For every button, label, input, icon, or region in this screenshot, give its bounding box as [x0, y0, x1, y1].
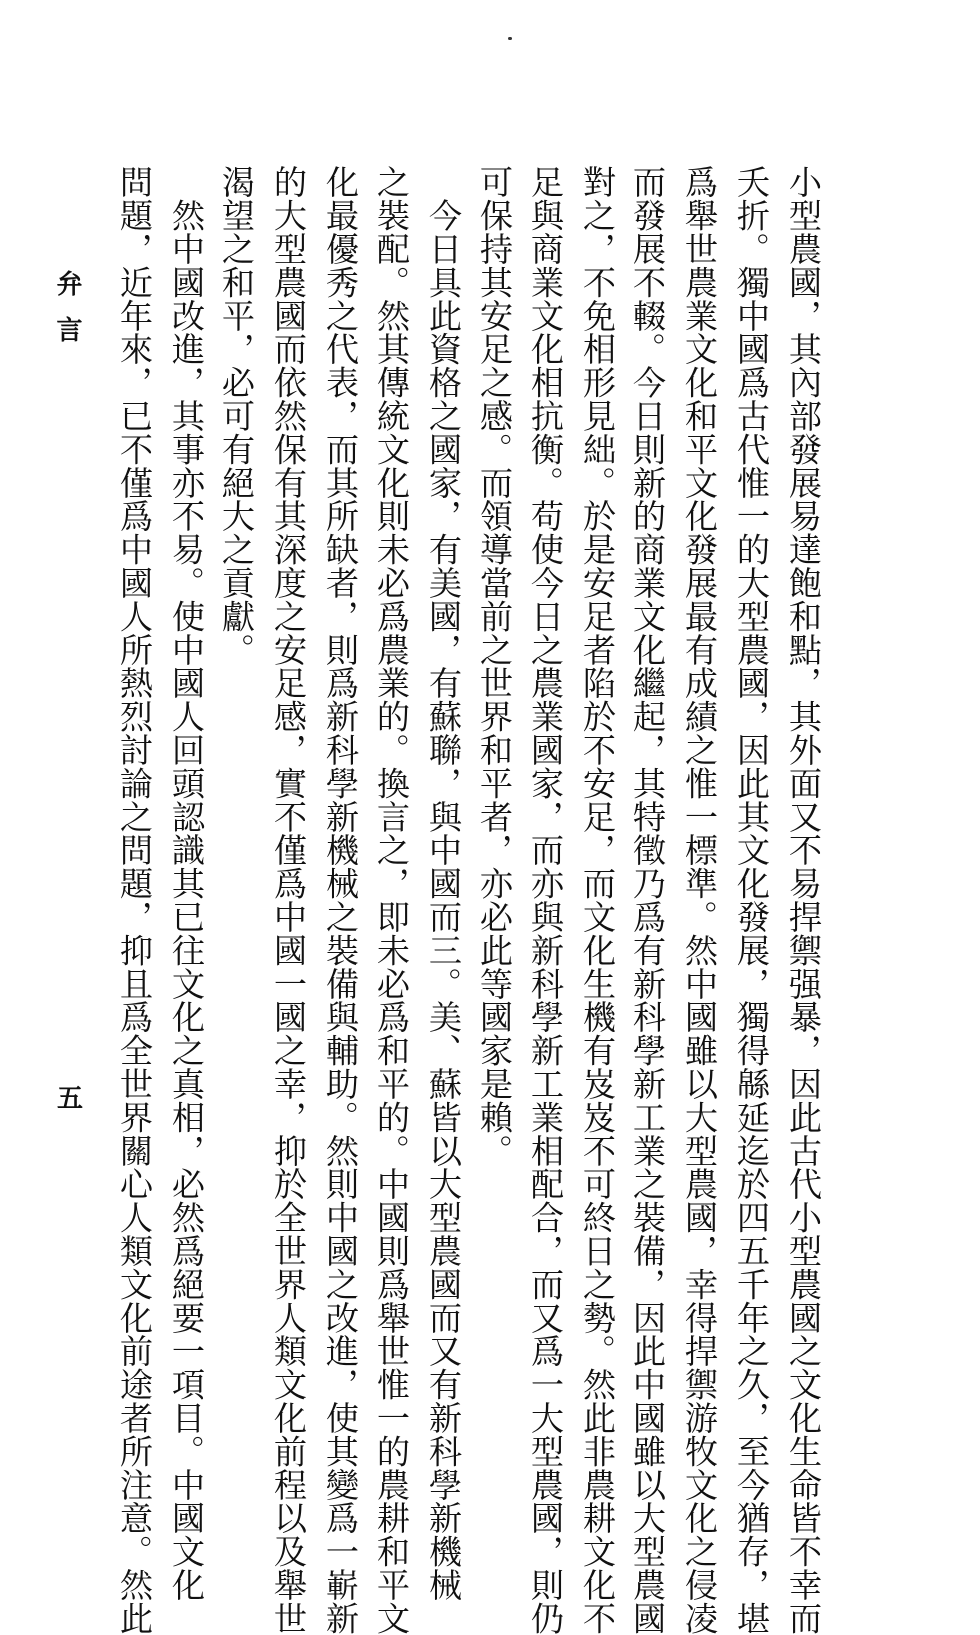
page-number: 五	[56, 1084, 83, 1114]
text-column-13: 然中國改進，其事亦不易。使中國人回頭認識其已往文化之真相，必然爲絕要一項目。中國文化	[167, 165, 206, 1602]
text-column-14: 問題，近年來，已不僅爲中國人所熱烈討論之問題，抑且爲全世界關心人類文化前途者所注意。然此	[115, 165, 154, 1635]
running-title: 弁言	[52, 270, 82, 362]
text-column-4: 而發展不輟。今日則新的商業文化繼起，其特徵乃爲有新科學新工業之裝備，因此中國雖以大型農國	[628, 165, 667, 1635]
text-column-2: 夭折。獨中國爲古代惟一的大型農國，因此其文化發展，獨得緜延迄於四五千年之久，至今猶存，堪	[732, 165, 771, 1635]
text-column-7: 可保持其安足之感。而領導當前之世界和平者，亦必此等國家是賴。	[475, 165, 514, 1167]
text-column-9: 之裝配。然其傳統文化則未必爲農業的。換言之，即未必爲和平的。中國則爲舉世惟一的農耕和平文	[372, 165, 411, 1635]
text-column-10: 化最優秀之代表，而其所缺者，則爲新科學新機械之裝備與輔助。然則中國之改進，使其變爲一嶄新	[321, 165, 360, 1635]
text-column-8: 今日具此資格之國家，有美國，有蘇聯，與中國而三。美、蘇皆以大型農國而又有新科學新機械	[424, 165, 463, 1602]
print-speck	[508, 37, 512, 40]
text-column-5: 對之，不免相形見絀。於是安足者陷於不安足，而文化生機有岌岌不可終日之勢。然此非農耕文化不	[578, 165, 617, 1635]
text-column-12: 渴望之和平，必可有絕大之貢獻。	[217, 165, 256, 666]
text-column-3: 爲舉世農業文化和平文化發展最有成績之惟一標準。然中國雖以大型農國，幸得捍禦游牧文化之侵凌	[680, 165, 719, 1635]
text-column-1: 小型農國，其內部發展易達飽和點，其外面又不易捍禦强暴，因此古代小型農國之文化生命皆不幸而	[784, 165, 823, 1635]
text-column-11: 的大型農國而依然保有其深度之安足感，實不僅爲中國一國之幸，抑於全世界人類文化前程以及舉世	[269, 165, 308, 1635]
text-column-6: 足與商業文化相抗衡。苟使今日之農業國家，而亦與新科學新工業相配合，而又爲一大型農國，則仍	[526, 165, 565, 1635]
